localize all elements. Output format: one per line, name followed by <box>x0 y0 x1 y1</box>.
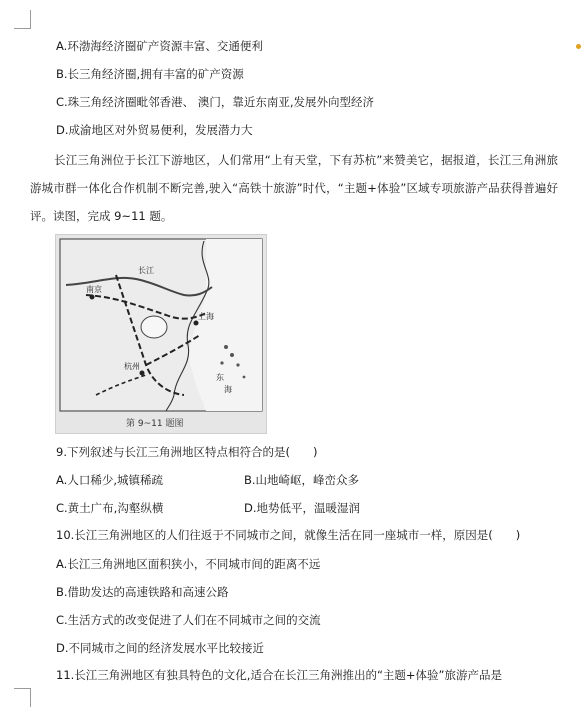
q11-stem: 11.长江三角洲地区有独具特色的文化,适合在长江三角洲推出的“主题+体验”旅游产品是 <box>56 668 502 682</box>
map-drawing <box>56 235 266 433</box>
prev-option-b: B.长三角经济圈,拥有丰富的矿产资源 <box>56 67 244 81</box>
map-label-hangzhou: 杭州 <box>124 362 140 371</box>
q10-stem: 10.长江三角洲地区的人们往返于不同城市之间，就像生活在同一座城市一样，原因是( ) <box>56 528 521 542</box>
map-label-donghai-2: 海 <box>224 385 232 394</box>
q10-option-b: B.借助发达的高速铁路和高速公路 <box>56 585 229 599</box>
edge-marker <box>576 44 581 49</box>
q9-option-a: A.人口稀少,城镇稀疏 <box>56 473 163 487</box>
map-label-nanjing: 南京 <box>86 285 102 294</box>
q9-option-d: D.地势低平，温暖湿润 <box>244 501 361 515</box>
prev-option-c: C.珠三角经济圈毗邻香港、 澳门，靠近东南亚,发展外向型经济 <box>56 95 374 109</box>
map-caption: 第 9~11 题图 <box>126 419 184 429</box>
map-label-changjiang: 长江 <box>138 266 154 275</box>
intro-paragraph: 长江三角洲位于长江下游地区，人们常用“上有天堂，下有苏杭”来赞美它，据报道，长江三角洲旅游城市群一体化合作机制不断完善,驶入“高铁十旅游”时代，“主题+体验”区域专项旅游产品获得普遍好评。读图，完成 9~11 题。 <box>30 153 558 223</box>
q9-option-b: B.山地崎岖，峰峦众多 <box>244 473 360 487</box>
q9-stem: 9.下列叙述与长江三角洲地区特点相符合的是( ) <box>56 445 318 459</box>
page-corner-mark-bottom <box>14 688 31 707</box>
page-corner-mark <box>14 10 31 29</box>
yangtze-delta-map <box>55 234 267 434</box>
q9-option-c: C.黄土广布,沟壑纵横 <box>56 501 164 515</box>
q10-option-a: A.长江三角洲地区面积狭小，不同城市间的距离不远 <box>56 557 321 571</box>
prev-option-a: A.环渤海经济圈矿产资源丰富、交通便利 <box>56 39 263 53</box>
map-label-shanghai: 上海 <box>198 312 214 321</box>
q10-option-c: C.生活方式的改变促进了人们在不同城市之间的交流 <box>56 613 321 627</box>
q10-option-d: D.不同城市之间的经济发展水平比较接近 <box>56 641 265 655</box>
prev-option-d: D.成渝地区对外贸易便利，发展潜力大 <box>56 123 253 137</box>
map-label-donghai-1: 东 <box>216 373 224 382</box>
